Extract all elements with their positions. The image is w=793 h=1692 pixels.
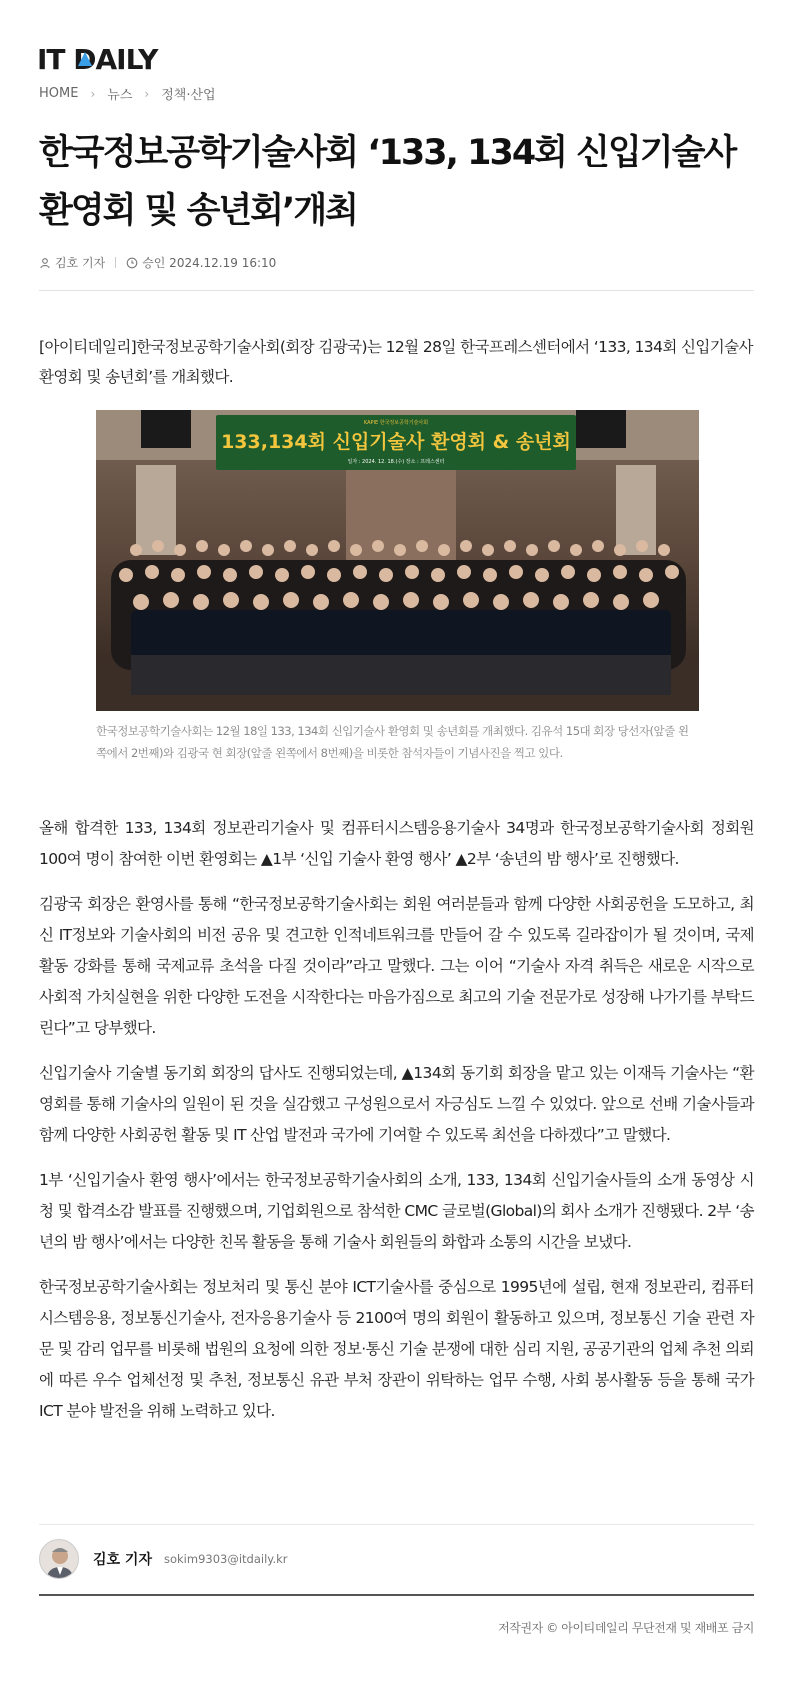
- footer-divider: [39, 1594, 754, 1596]
- copyright-notice: 저작권자 © 아이티데일리 무단전재 및 재배포 금지: [498, 1621, 754, 1635]
- chevron-right-icon: ›: [90, 86, 96, 101]
- article-paragraph: 김광국 회장은 환영사를 통해 “한국정보공학기술사회는 회원 여러분들과 함께 다양한 사회공헌을 도모하고, 최신 IT정보와 기술사회의 비전 공유 및 견고한 인적네트워크를 만들어 갈 수 있도록 길라잡이가 될 것이며, 국제 활동 강화를 통해 국제교류 초석을 다질 것이라”라고 말했다. 그는 이어 “기술사 자격 취득은 새로운 시작으로 사회적 가치실현을 위한 다양한 도전을 시작한다는 마음가짐으로 최고의 기술 전문가로 성장해 나가기를 부탁드린다”고 당부했다.: [39, 895, 754, 1037]
- clock-icon: [126, 257, 138, 269]
- article-meta: [39, 254, 276, 271]
- avatar[interactable]: [39, 1539, 79, 1579]
- avatar-icon: [40, 1540, 79, 1579]
- article-paragraph: 한국정보공학기술사회는 정보처리 및 통신 분야 ICT기술사를 중심으로 1995년에 설립, 현재 정보관리, 컴퓨터시스템응용, 정보통신기술사, 전자응용기술사 등 2100여 명의 회원이 활동하고 있으며, 정보통신 기술 관련 자문 및 감리 업무를 비롯해 법원의 요청에 의한 정보·통신 기술 분쟁에 대한 심리 지원, 공공기관의 업체 추천 의뢰에 따른 우수 업체선정 및 추천, 정보통신 유관 부처 장관이 위탁하는 업무 수행, 사회 봉사활동 등을 통해 국가 ICT 분야 발전을 위해 노력하고 있다.: [39, 1278, 754, 1420]
- site-logo[interactable]: IT DAILY: [37, 43, 158, 76]
- event-banner-title: 133,134회 신입기술사 환영회 & 송년회: [221, 431, 571, 453]
- svg-text:일자 : 2024. 12. 18.(수) 장소 :: 일자 : 2024. 12. 18.(수) 장소 : 프레스센터: [347, 459, 445, 465]
- article-title: 한국정보공학기술사회 ‘133, 134회 신입기술사 환영회 및 송년회’개최: [39, 133, 736, 231]
- author-divider: [39, 1524, 754, 1525]
- article-paragraph: 1부 ‘신입기술사 환영 행사’에서는 한국정보공학기술사회의 소개, 133, 134회 신입기술사들의 소개 동영상 시청 및 합격소감 발표를 진행했으며, 기업회원으로 참석한 CMC 글로벌(Global)의 회사 소개가 진행됐다. 2부 ‘송년의 밤 행사’에서는 다양한 친목 활동을 통해 기술사 회원들의 화합과 소통의 시간을 보냈다.: [39, 1171, 754, 1251]
- breadcrumb: [39, 84, 216, 103]
- header-divider: [39, 290, 754, 291]
- group-photo-illustration: [96, 410, 699, 711]
- author-box: [39, 1539, 288, 1579]
- logo-d-mark: D: [73, 43, 96, 76]
- article-photo[interactable]: [96, 410, 699, 711]
- chevron-right-icon: ›: [144, 86, 150, 101]
- photo-caption: 한국정보공학기술사회는 12월 18일 133, 134회 신입기술사 환영회 및 송년회를 개최했다. 김유석 15대 회장 당선자(앞줄 왼쪽에서 2번째)와 김광국 현 회장(앞줄 왼쪽에서 8번째)을 비롯한 참석자들이 기념사진을 찍고 있다.: [96, 724, 689, 760]
- article-paragraph: 신입기술사 기술별 동기회 회장의 답사도 진행되었는데, ▲134회 동기회 회장을 맡고 있는 이재득 기술사는 “환영회를 통해 기술사의 일원이 된 것을 실감했고 구성원으로서 자긍심도 느낄 수 있었다. 앞으로 선배 기술사들과 함께 다양한 사회공헌 활동 및 IT 산업 발전과 국가에 기여할 수 있도록 최선을 다하겠다”고 말했다.: [39, 1064, 754, 1144]
- author-name[interactable]: 김호 기자: [93, 1552, 152, 1568]
- breadcrumb-home[interactable]: HOME: [39, 86, 79, 101]
- article-body: [39, 813, 754, 1441]
- article-author[interactable]: 김호 기자: [55, 256, 106, 270]
- svg-text:KAPIE 한국정보공학기술사회: KAPIE 한국정보공학기술사회: [363, 420, 429, 426]
- person-icon: [39, 257, 51, 269]
- author-email[interactable]: sokim9303@itdaily.kr: [163, 1552, 288, 1566]
- article-paragraph: 올해 합격한 133, 134회 정보관리기술사 및 컴퓨터시스템응용기술사 34명과 한국정보공학기술사회 정회원 100여 명이 참여한 이번 환영회는 ▲1부 ‘신입 기술사 환영 행사’ ▲2부 ‘송년의 밤 행사’로 진행했다.: [39, 819, 754, 868]
- meta-divider: [115, 257, 116, 268]
- article-lead: [아이티데일리]한국정보공학기술사회(회장 김광국)는 12월 28일 한국프레스센터에서 ‘133, 134회 신입기술사 환영회 및 송년회’를 개최했다.: [39, 338, 753, 386]
- breadcrumb-section[interactable]: 정책·산업: [161, 88, 216, 103]
- breadcrumb-news[interactable]: 뉴스: [107, 88, 133, 103]
- article-approved-date: 승인 2024.12.19 16:10: [142, 256, 277, 270]
